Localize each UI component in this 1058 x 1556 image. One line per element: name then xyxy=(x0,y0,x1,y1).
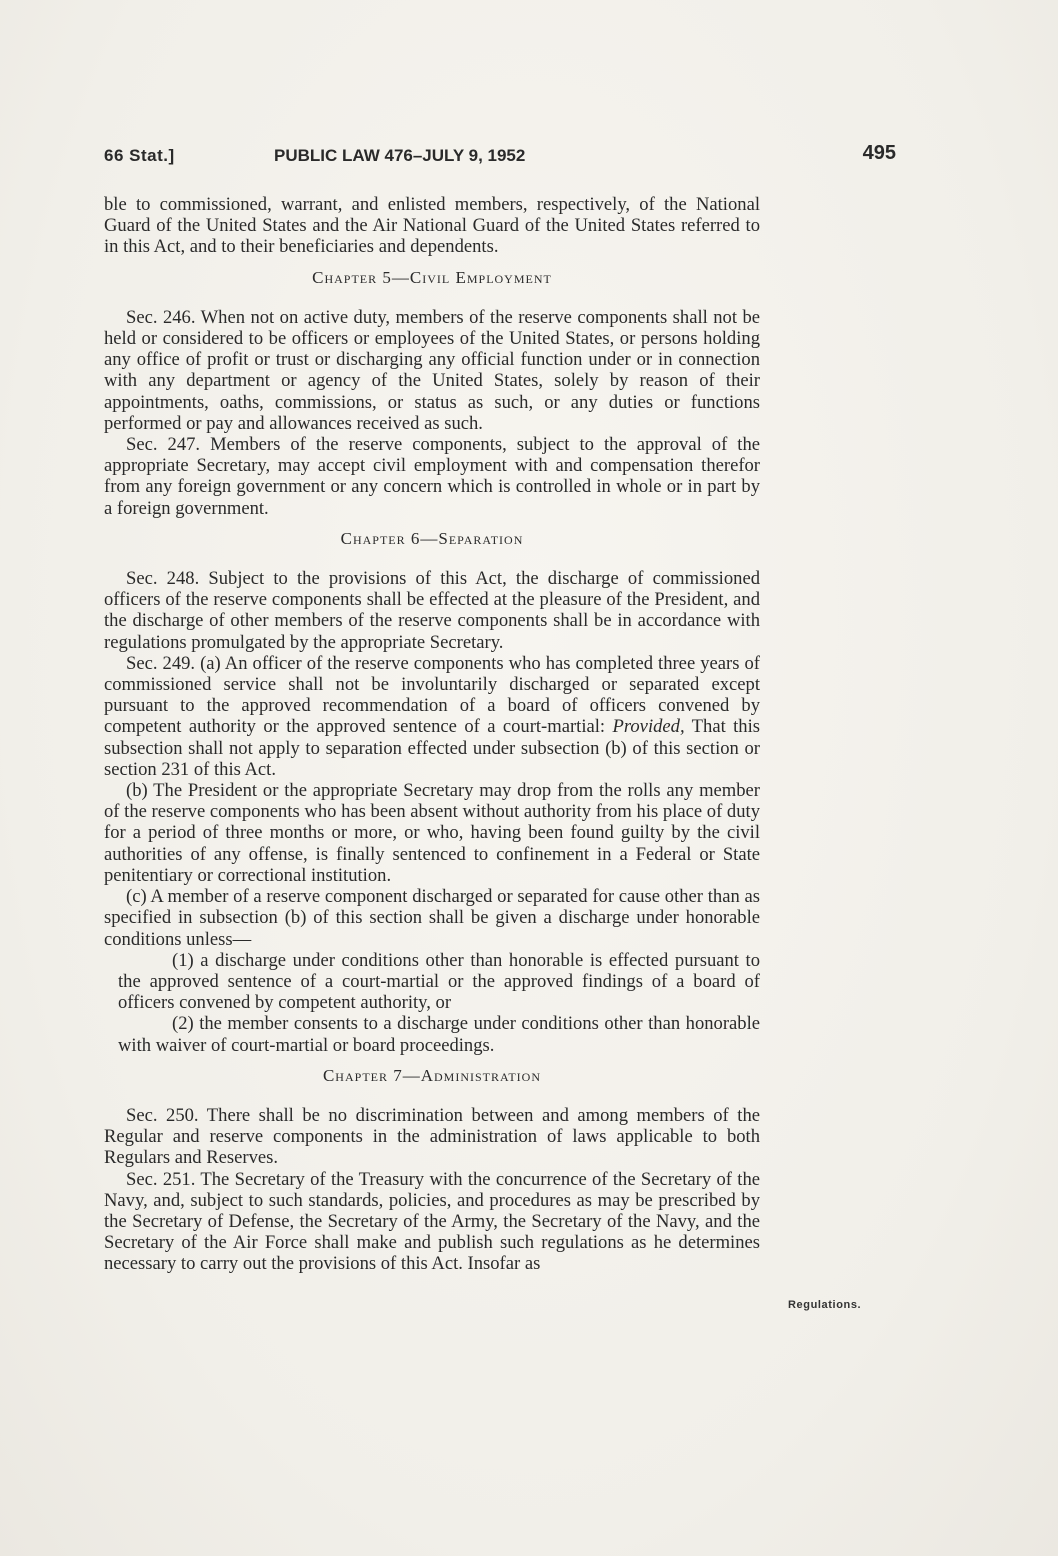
section-249-a xyxy=(104,653,760,780)
section-249-c-1: (1) a discharge under conditions other than honorable is effected pursuant to the approved sentence of a court-martial or the approved findings of a board of officers convened by competent authority, or xyxy=(118,949,760,1014)
section-249-a-proviso: That this subsection shall not apply to separation effected under subsection (b) of this section or section 231 of this Act. xyxy=(104,716,761,780)
page-number: 495 xyxy=(862,142,896,164)
provided-term: Provided, xyxy=(612,716,685,738)
page-title: PUBLIC LAW 476–JULY 9, 1952 xyxy=(274,146,526,165)
section-249-b: (b) The President or the appropriate Secretary may drop from the rolls any member of the reserve components who has been absent without authority from his place of duty for a period of three months or more, or who, having been found guilty by the civil authorities of any offense, is finally sentenced to confinement in a Federal or State penitentiary or correctional institution. xyxy=(104,780,760,886)
body-text xyxy=(104,194,760,1275)
section-249-c: (c) A member of a reserve component discharged or separated for cause other than as specified in subsection (b) of this section shall be given a discharge under honorable conditions unless— xyxy=(104,886,760,950)
section-250: Sec. 250. There shall be no discrimination between and among members of the Regular and reserve components in the administration of laws applicable to both Regulars and Reserves. xyxy=(104,1104,760,1169)
chapter-6-heading: Chapter 6—Separation xyxy=(340,528,524,548)
chapter-5-heading: Chapter 5—Civil Employment xyxy=(312,267,552,287)
margin-note-regulations: Regulations. xyxy=(788,1299,862,1311)
running-header xyxy=(104,142,896,172)
section-246: Sec. 246. When not on active duty, members of the reserve components shall not be held or considered to be officers or employees of the United States, or persons holding any office of profit or trust or discharging any official function under or in connection with any department or agency of the United States, solely by reason of their appointments, oaths, commissions, or status as such, or any duties or functions performed or pay and allowances received as such. xyxy=(104,306,760,434)
statute-reference: 66 Stat.] xyxy=(104,146,175,165)
section-248: Sec. 248. Subject to the provisions of this Act, the discharge of commissioned officers of the reserve components shall be effected at the pleasure of the President, and the discharge of other members of the reserve components shall be in accordance with regulations promulgated by the appropriate Secretary. xyxy=(104,568,760,653)
section-247: Sec. 247. Members of the reserve components, subject to the approval of the appropriate Secretary, may accept civil employment with and compensation therefor from any foreign government or any concern which is controlled in whole or in part by a foreign government. xyxy=(104,434,760,519)
section-251: Sec. 251. The Secretary of the Treasury with the concurrence of the Secretary of the Navy, and, subject to such standards, policies, and procedures as may be prescribed by the Secretary of Defense, the Secretary of the Army, the Secretary of the Navy, and the Secretary of the Air Force shall make and publish such regulations as he determines necessary to carry out the provisions of this Act. Insofar as xyxy=(104,1168,760,1275)
section-249-a-text: Sec. 249. (a) An officer of the reserve components who has completed three years of commissioned service shall not be involuntarily discharged or separated except pursuant to the approved recommendation of a board of officers convened by competent authority or the approved sentence of a court-martial: xyxy=(104,652,760,738)
section-249-c-2: (2) the member consents to a discharge under conditions other than honorable with waiver of court-martial or board proceedings. xyxy=(118,1013,760,1056)
chapter-7-heading: Chapter 7—Administration xyxy=(322,1065,542,1085)
paragraph-continuation: ble to commissioned, warrant, and enlisted members, respectively, of the National Guard of the United States and the Air National Guard of the United States referred to in this Act, and to their beneficiaries and dependents. xyxy=(104,194,760,258)
